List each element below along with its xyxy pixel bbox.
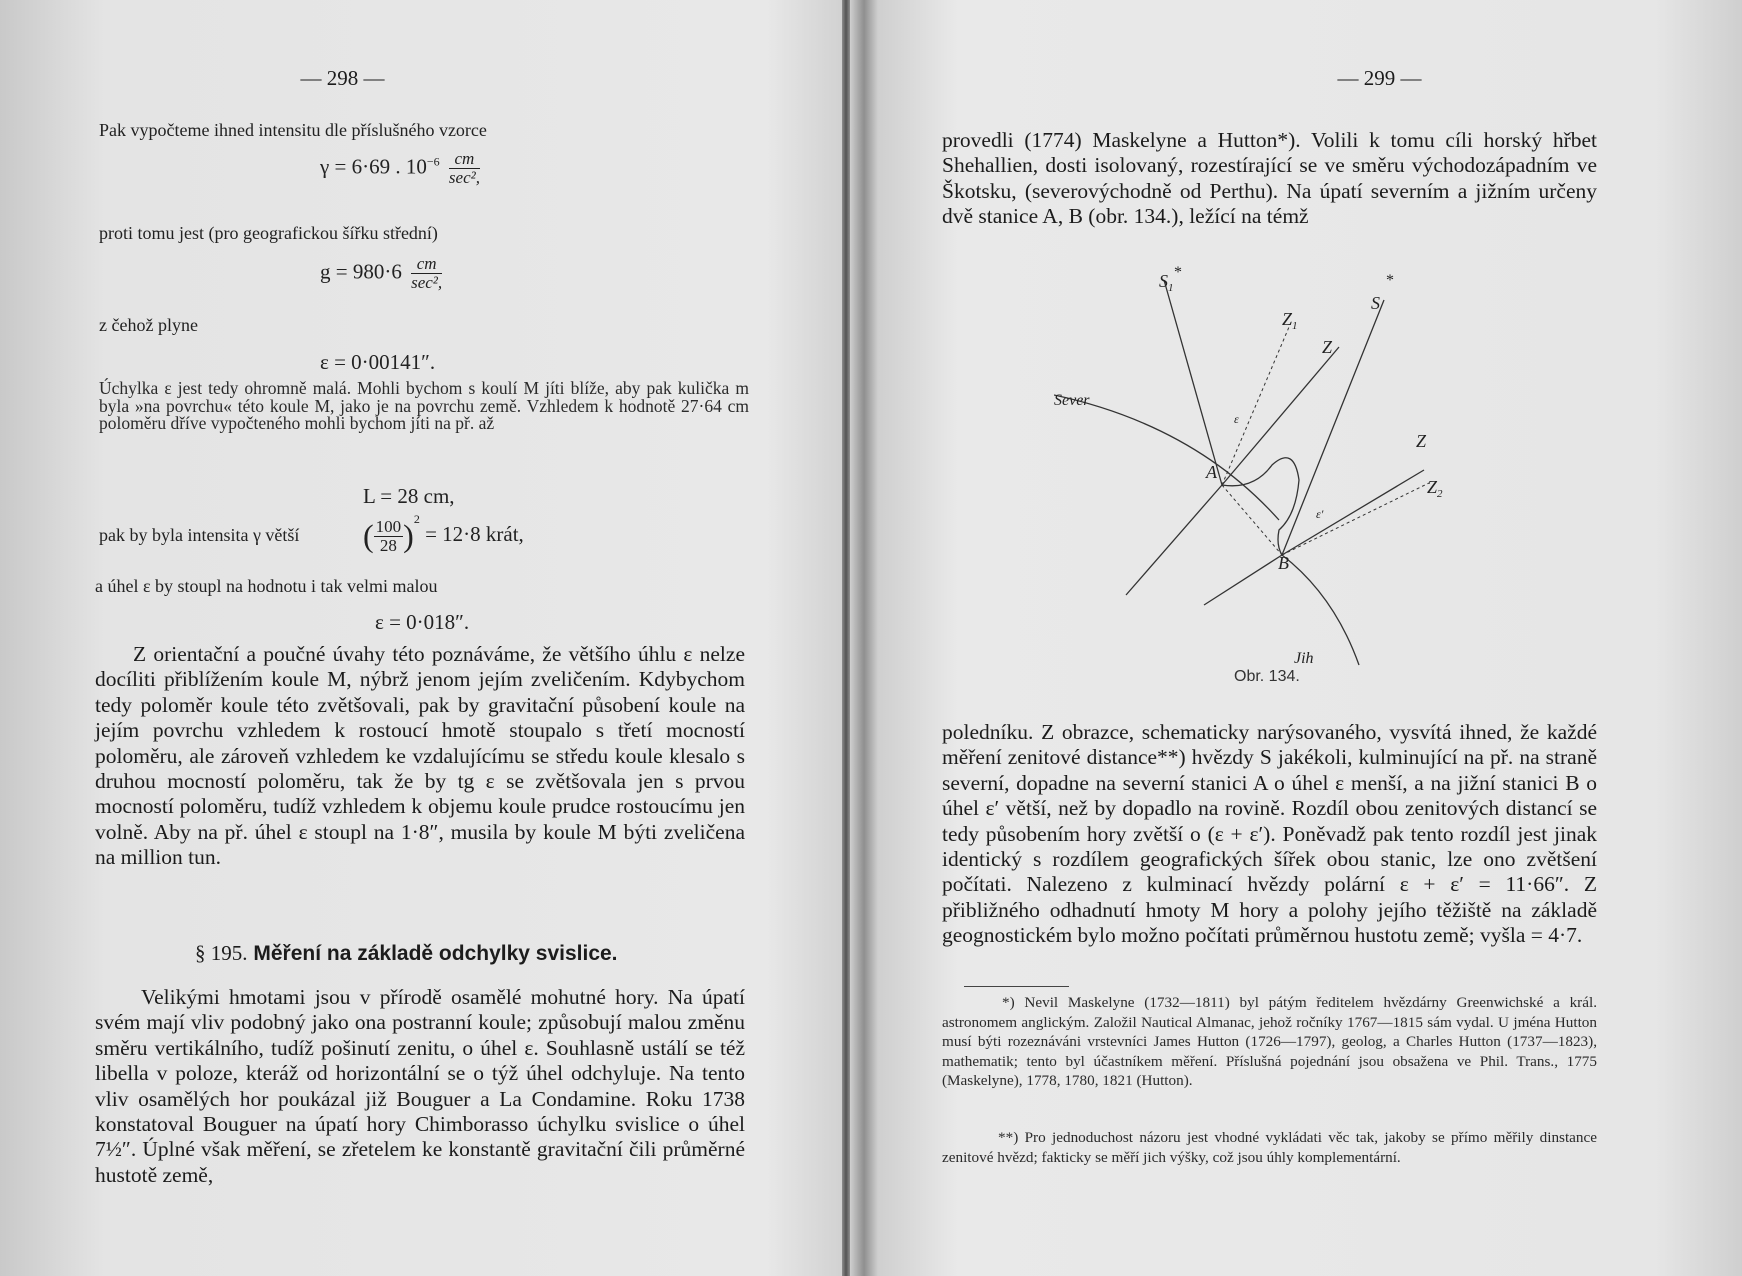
figure-134 [1054,265,1454,685]
section-number: § 195. [195,941,248,965]
paragraph-small: Úchylka ε jest tedy ohromně malá. Mohli bychom s koulí M jíti blíže, aby pak kulička m byla »na povrchu« této koule M, jako je na povrchu země. Vzhledem k hodnotě 27·64 cm poloměru dříve vypočteného mohli bychom jíti na př. až [99,378,749,433]
paragraph-continued: provedli (1774) Maskelyne a Hutton*). Volili k tomu cíli horský hřbet Shehallien, dosti isolovaný, rozestírající se ve směru východozápadním ve Škotsku, (severovýchodně od Perthu). Na úpatí severním a jižním určeny dvě stanice A, B (obr. 134.), ležící na témž [942,128,1597,229]
formula-epsilon: ε = 0·00141″. [320,350,436,374]
page-number-left: — 298 — [300,66,385,90]
ratio-fraction [374,518,404,555]
ratio-rhs: = 12·8 krát, [425,522,524,546]
star-S1: * [1174,265,1182,281]
line-A-S1 [1164,280,1222,485]
star-S: * [1386,272,1394,289]
line-B-Z2 [1282,483,1429,555]
page-number-right: — 299 — [1337,66,1422,90]
footnote-rule [964,986,1069,987]
fraction-denominator: sec², [448,168,480,187]
right-page [942,0,1597,1276]
label-sever: Sever [1054,392,1090,409]
line-A-down [1126,485,1222,595]
section-heading [195,941,618,966]
formula-g [320,255,442,292]
line-B-Z [1282,470,1424,555]
fraction-numerator: cm [449,150,480,169]
fraction-numerator: cm [411,255,442,274]
label-Z-right: Z [1416,431,1427,451]
fraction-numerator: 100 [375,516,402,536]
label-epsilon: ε [1234,412,1239,426]
ratio-exponent: 2 [413,512,420,526]
label-S: S [1371,293,1380,313]
line-B-down [1204,555,1282,605]
paragraph-section: Velikými hmotami jsou v přírodě osamělé mohutné hory. Na úpatí svém mají vliv podobný jako ona postranní koule; způsobují malou změnu směru vertikálního, tudíž pošinutí zenitu, o úhel ε. Souhlasně ustálí se též libella v poloze, kteráž od horizontální se o týž úhel odchyluje. Na tento vliv osamělých hor poukázal již Bouguer a La Condamine. Roku 1738 konstatoval Bouguer na úpatí hory Chimborasso úchylku svislice o úhel 7½″. Úplné však měření, se zřetelem ke konstantě gravitační čili průměrné hustotě země, [95,985,745,1187]
line-A-Z1 [1222,320,1292,485]
line-A-Z [1222,347,1339,485]
footnote-2: **) Pro jednoduchost názoru jest vhodné vykládati věc tak, jakoby se přímo měřily dinstance zenitové hvězd; fakticky se měří jich výšky, což jsou úhly komplementární. [942,1129,1597,1166]
intro-line: Pak vypočteme ihned intensitu dle příslušného vzorce [99,120,487,140]
fraction-denominator: 28 [379,535,397,555]
formula-gamma-lhs: γ = 6·69 . 10 [320,154,427,179]
label-S1: $S_1$ [1159,271,1174,294]
label-jih: Jih [1294,650,1314,667]
label-Z-top: Z [1322,337,1333,357]
jih-curve [1282,555,1359,665]
footnote-1: *) Nevil Maskelyne (1732—1811) byl pátým ředitelem hvězdárny Greenwichské a král. astronomem anglickým. Založil Nautical Almanac, jehož ročníky 1767—1815 sám vydal. U jména Hutton musí býti rozeznáváni vrstevníci James Hutton (1726—1797), geolog, a Charles Hutton (1737—1823), mathematik; tento byl účastníkem měření. Příslušná pojednání jsou obsažena ve Phil. Trans., 1775 (Maskelyne), 1778, 1780, 1821 (Hutton). [942,994,1597,1089]
formula-ratio: ( $\frac{100}{28}$ )$^2$ = 12·8 krát, [363,512,524,555]
formula-gamma [320,150,480,187]
formula-L: L = 28 cm, [363,484,455,508]
left-page [95,0,750,1276]
line-A-B [1222,485,1282,555]
label-Z1: $Z_1$ [1282,309,1298,332]
text-line: z čehož plyne [99,315,198,335]
label-epsilon-prime: ε′ [1316,507,1324,521]
label-A: A [1206,462,1217,482]
text-line: a úhel ε by stoupl na hodnotu i tak velmi malou [95,576,438,596]
formula-gamma-exp: −6 [426,154,440,169]
text-line: pak by byla intensita γ větší [99,525,300,545]
section-title: Měření na základě odchylky svislice. [253,942,618,965]
line-B-S [1282,300,1384,555]
figure-caption: Obr. 134. [1234,668,1300,685]
text-line: proti tomu jest (pro geografickou šířku střední) [99,223,438,243]
formula-gamma-fraction [449,150,480,187]
formula-epsilon-small: ε = 0·018″. [375,610,470,634]
label-B: B [1278,553,1289,573]
book-gutter [842,0,850,1276]
formula-g-lhs: g = 980·6 [320,259,402,284]
formula-g-fraction [411,255,442,292]
fraction-denominator: sec², [411,273,443,292]
paragraph-main: Z orientační a poučné úvahy této poznáváme, že většího úhlu ε nelze docíliti přiblížením koule M, nýbrž jenom jejím zveličením. Kdybychom tedy poloměr koule této zvětšovali, pak by gravitační působení koule na jejím povrchu vzhledem k rostoucí hmotě stoupalo s třetí mocností poloměru, ale zároveň vzhledem ke vzdalujícímu se středu koule klesalo s druhou mocností poloměru, tak že by tg ε se zvětšovala jen s prvou mocností poloměru, tudíž vzhledem k objemu koule prudce rostoucímu jen volně. Aby na př. úhel ε stoupl na 1·8″, musila by koule M býti zveličena na million tun. [95,642,745,870]
paragraph-right-main: poledníku. Z obrazce, schematicky narýsovaného, vysvítá ihned, že každé měření zenitové distance**) hvězdy S jakékoli, kulminující na př. na straně severní, dopadne na severní stanici A o úhel ε menší, a na jižní stanici B o úhel ε′ větší, než by dopadlo na rovině. Rozdíl obou zenitových distancí se tedy působením hory zvětší o (ε + ε′). Poněvadž pak tento rozdíl jest jinak identický s rozdílem geografických šířek obou stanic, lze ono zvětšení počítati. Nalezeno z kulminací hvězdy polární ε + ε′ = 11·66″. Z přibližného odhadnutí hmoty M hory a polohy jejího těžiště na základě geognostickém bylo možno počítati průměrnou hustotu země; vyšla = 4·7. [942,720,1597,948]
label-Z2: $Z_2$ [1427,477,1443,500]
